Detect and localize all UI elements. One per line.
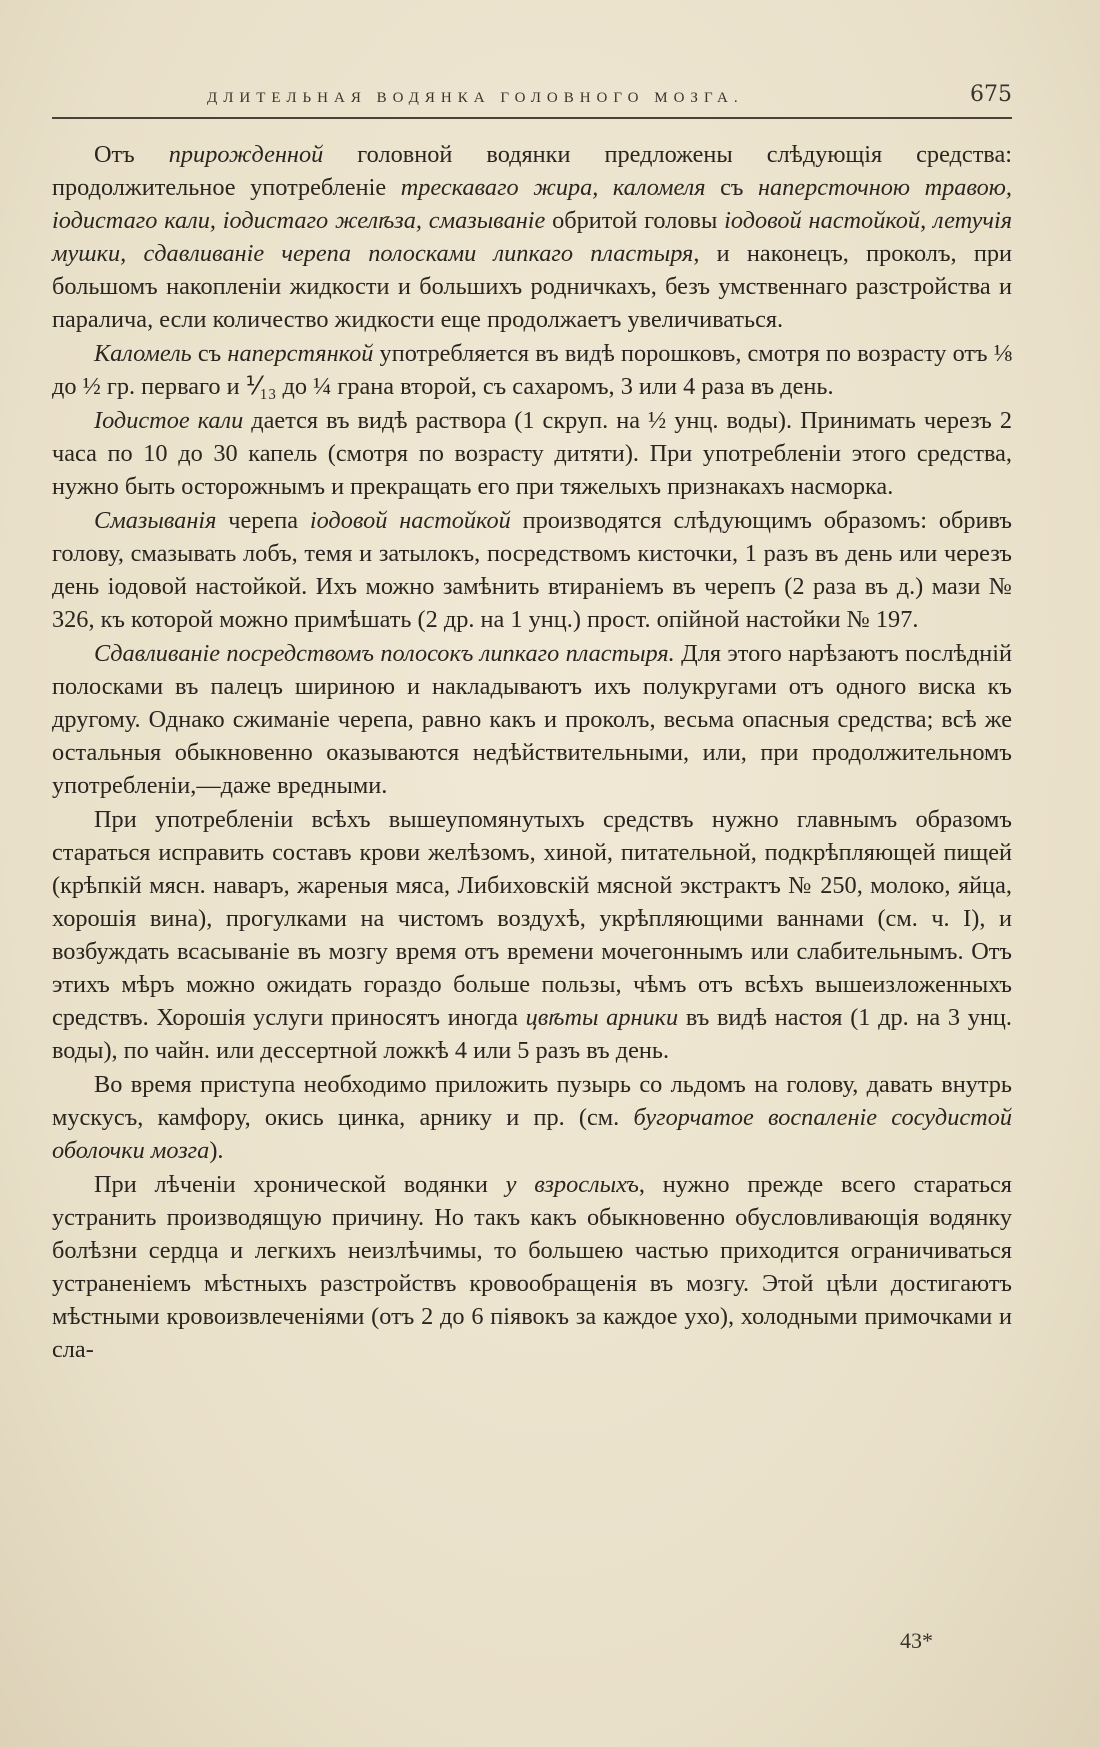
text-run: съ (191, 340, 228, 367)
text-run: въ видѣ настоя (1 др. на 3 унц. воды), по чайн. или дессертной ложкѣ 4 или 5 разъ въ день. (52, 1004, 1012, 1064)
paragraph (52, 637, 1012, 802)
paragraph (52, 138, 1012, 336)
printer-signature-mark: 43* (900, 1628, 933, 1653)
italic-run: іодовой настойкой, летучія мушки, сдавливаніе черепа полосками липкаго пластыря (52, 207, 1013, 267)
paragraph (52, 337, 1012, 403)
italic-run: цвѣты арники (525, 1004, 679, 1031)
text-run: употребляется въ видѣ порошковъ, смотря по возрасту отъ ⅛ до ½ гр. перваго и ⅟₁₃ до ¼ грана второй, съ сахаромъ, 3 или 4 раза въ день. (52, 340, 1012, 400)
text-run: ). (209, 1137, 224, 1164)
text-run: съ (705, 174, 758, 201)
text-run: При употребленіи всѣхъ вышеупомянутыхъ средствъ нужно главнымъ образомъ стараться исправить составъ крови желѣзомъ, хиной, питательной, подкрѣпляющей пищей (крѣпкій мясн. наваръ, жареныя мяса, Либиховскій мясной экстрактъ № 250, молоко, яйца, хорошія вина), прогулками на чистомъ воздухѣ, укрѣпляющими ваннами (см. ч. I), и возбуждать всасываніе въ мозгу время отъ времени мочегоннымъ или слабительнымъ. Отъ этихъ мѣръ можно ожидать гораздо больше пользы, чѣмъ отъ всѣхъ вышеизложенныхъ средствъ. Хорошія услуги приносятъ иногда (52, 806, 1012, 1031)
text-run: черепа (216, 507, 310, 534)
italic-run: Сдавливаніе посредствомъ полосокъ липкаго пластыря. (94, 640, 675, 667)
text-run: производятся слѣдующимъ образомъ: обривъ голову, смазывать лобъ, темя и затылокъ, посредствомъ кисточки, 1 разъ въ день или черезъ день іодовой настойкой. Ихъ можно замѣнить втираніемъ въ черепъ (2 раза въ д.) мази № 326, къ которой можно примѣшать (2 др. на 1 унц.) прост. опійной настойки № 197. (52, 507, 1012, 633)
text-run: , нужно прежде всего стараться устранить производящую причину. Но такъ какъ обыкновенно обусловливающія водянку болѣзни сердца и легкихъ неизлѣчимы, то большею частью приходится ограничиваться устраненіемъ мѣстныхъ разстройствъ кровообращенія въ мозгу. Этой цѣли достигаютъ мѣстными кровоизвлеченіями (отъ 2 до 6 піявокъ за каждое ухо), холодными примочками и сла- (52, 1171, 1012, 1363)
text-run: Для этого нарѣзаютъ послѣдній полосками въ палецъ шириною и накладываютъ ихъ полукругами отъ одного виска къ другому. Однако сжиманіе черепа, равно какъ и проколъ, весьма опасныя средства; всѣ же остальныя обыкновенно оказываются недѣйствительными, или, при продолжительномъ употребленіи,—даже вредными. (52, 640, 1012, 799)
italic-run: Каломель (94, 340, 192, 367)
text-run: головной водянки предложены слѣдующія средства: продолжительное употребленіе (52, 141, 1012, 201)
text-run: дается въ видѣ раствора (1 скруп. на ½ унц. воды). Принимать черезъ 2 часа по 10 до 30 капель (смотря по возрасту дитяти). При употребленіи этого средства, нужно быть осторожнымъ и прекращать его при тяжелыхъ признакахъ насморка. (52, 407, 1012, 500)
italic-run: іодовой настойкой (309, 507, 511, 534)
page-number: 675 (970, 82, 1012, 107)
italic-run: Іодистое кали (94, 407, 244, 434)
italic-run: наперстянкой (227, 340, 374, 367)
paragraph (52, 1068, 1012, 1167)
text-run: Во время приступа необходимо приложить пузырь со льдомъ на голову, давать внутрь мускусъ, камфору, окись цинка, арнику и пр. (см. (52, 1071, 1012, 1131)
italic-run: наперсточною травою, іодистаго кали, іодистаго желѣза, смазываніе (52, 174, 1012, 234)
text-run: , и наконецъ, проколъ, при большомъ накопленіи жидкости и большихъ родничкахъ, безъ умственнаго разстройства и паралича, если количество жидкости еще продолжаетъ увеличиваться. (52, 240, 1012, 333)
italic-run: прирожденной (168, 141, 324, 168)
page-header (52, 82, 1012, 119)
page-body (52, 138, 1012, 1366)
italic-run: у взрослыхъ (505, 1171, 639, 1198)
paragraph (52, 1168, 1012, 1366)
paragraph (52, 803, 1012, 1067)
text-run: Отъ (94, 141, 169, 168)
running-title: ДЛИТЕЛЬНАЯ ВОДЯНКА ГОЛОВНОГО МОЗГА. (207, 90, 744, 106)
italic-run: Смазыванія (94, 507, 217, 534)
italic-run: бугорчатое воспаленіе сосудистой оболочки мозга (52, 1104, 1012, 1164)
paragraph (52, 404, 1012, 503)
text-run: При лѣченіи хронической водянки (94, 1171, 506, 1198)
italic-run: трескаваго жира, каломеля (400, 174, 706, 201)
text-run: обритой головы (545, 207, 725, 234)
paragraph (52, 504, 1012, 636)
